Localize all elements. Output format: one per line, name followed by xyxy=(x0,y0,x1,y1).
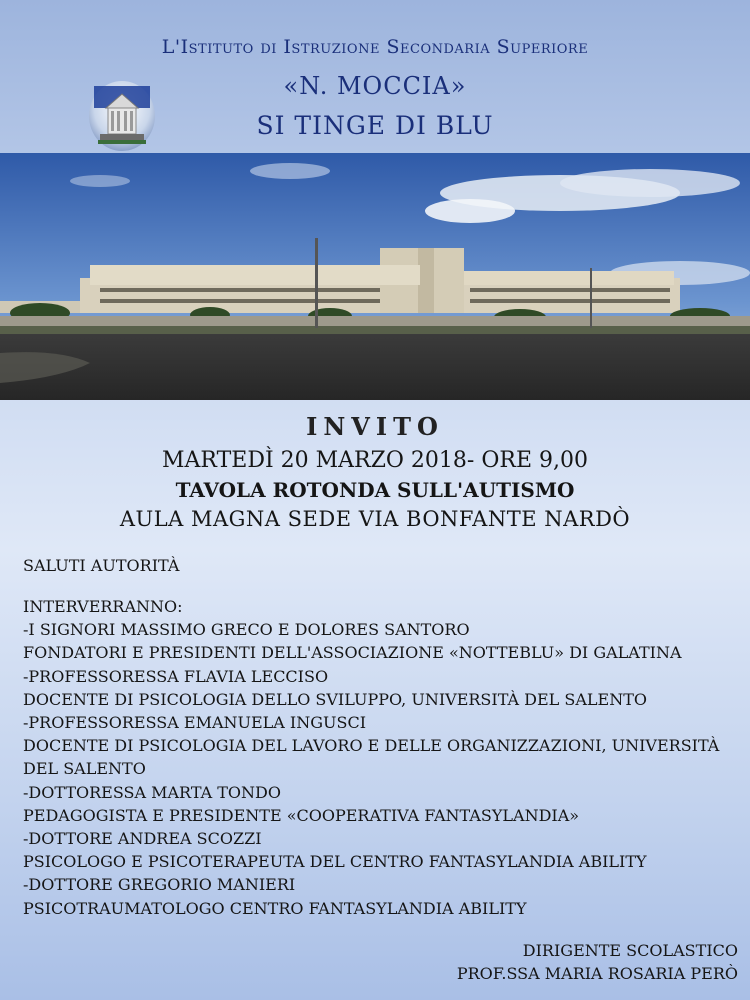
speakers-line: PSICOLOGO E PSICOTERAPEUTA DEL CENTRO FANTASYLANDIA ABILITY xyxy=(23,852,647,872)
speakers-line: -I SIGNORI MASSIMO GRECO E DOLORES SANTORO xyxy=(23,620,470,640)
speakers-list xyxy=(23,595,743,920)
speakers-line: PEDAGOGISTA E PRESIDENTE «COOPERATIVA FANTASYLANDIA» xyxy=(23,805,580,825)
speakers-line: -DOTTORESSA MARTA TONDO xyxy=(23,782,281,802)
school-logo xyxy=(88,80,156,152)
header-institute-line: L'Istituto di Istruzione Secondaria Superiore xyxy=(161,36,589,58)
signature-role: DIRIGENTE SCOLASTICO xyxy=(522,941,738,960)
speakers-line: DEL SALENTO xyxy=(23,759,146,779)
invitation-title: INVITO xyxy=(306,412,444,441)
header-school-name: «N. MOCCIA» xyxy=(283,72,467,100)
speakers-line: -PROFESSORESSA FLAVIA LECCISO xyxy=(23,666,329,686)
speakers-line: PSICOTRAUMATOLOGO CENTRO FANTASYLANDIA ABILITY xyxy=(23,898,527,918)
speakers-line: -DOTTORE GREGORIO MANIERI xyxy=(23,875,296,895)
event-date: MARTEDÌ 20 MARZO 2018- ORE 9,00 xyxy=(162,448,588,473)
event-subject: TAVOLA ROTONDA SULL'AUTISMO xyxy=(175,478,575,502)
speakers-line: DOCENTE DI PSICOLOGIA DEL LAVORO E DELLE ORGANIZZAZIONI, UNIVERSITÀ xyxy=(23,736,720,756)
header-slogan: SI TINGE DI BLU xyxy=(256,111,494,140)
signature-block xyxy=(457,939,738,985)
speakers-line: -DOTTORE ANDREA SCOZZI xyxy=(23,829,262,849)
greeting-line: SALUTI AUTORITÀ xyxy=(23,556,180,575)
speakers-line: DOCENTE DI PSICOLOGIA DELLO SVILUPPO, UNIVERSITÀ DEL SALENTO xyxy=(23,689,647,709)
speakers-line: FONDATORI E PRESIDENTI DELL'ASSOCIAZIONE «NOTTEBLU» DI GALATINA xyxy=(23,643,682,663)
speakers-line: -PROFESSORESSA EMANUELA INGUSCI xyxy=(23,713,367,733)
speakers-line: INTERVERRANNO: xyxy=(23,597,183,616)
school-building-photo xyxy=(0,153,750,400)
event-venue: AULA MAGNA SEDE VIA BONFANTE NARDÒ xyxy=(119,507,631,531)
signature-name: PROF.SSA MARIA ROSARIA PERÒ xyxy=(456,964,738,983)
